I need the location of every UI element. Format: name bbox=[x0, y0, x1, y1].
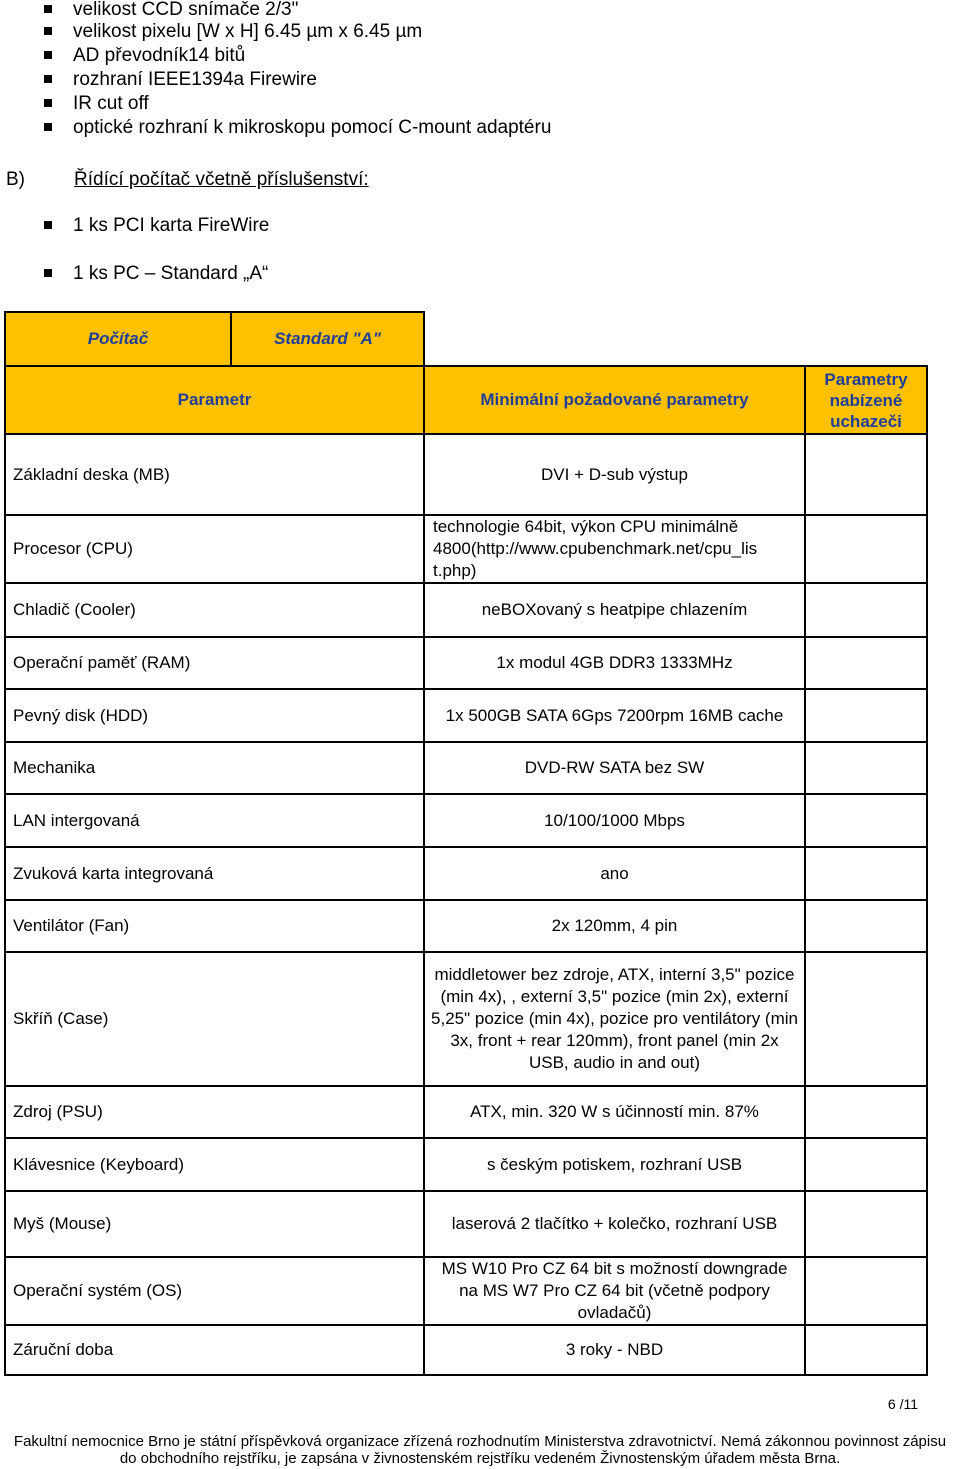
row-param: Základní deska (MB) bbox=[5, 434, 424, 515]
bullet-square-icon bbox=[44, 221, 52, 229]
page-number: 6 /11 bbox=[887, 1396, 918, 1412]
footer-line: Fakultní nemocnice Brno je státní příspěvková organizace zřízená rozhodnutím Ministerstva zdravotnictví. Nemá zákonnou povinnost zápisu bbox=[13, 1433, 947, 1450]
table-row bbox=[5, 742, 927, 794]
row-offered-cell[interactable] bbox=[805, 1325, 927, 1375]
row-offered-cell[interactable] bbox=[805, 794, 927, 847]
table-title-row bbox=[5, 312, 927, 366]
bullet-square-icon bbox=[44, 5, 52, 13]
row-value: 10/100/1000 Mbps bbox=[424, 794, 805, 847]
row-value: MS W10 Pro CZ 64 bit s možností downgrade na MS W7 Pro CZ 64 bit (včetně podpory ovladačů) bbox=[424, 1257, 805, 1325]
row-offered-cell[interactable] bbox=[805, 900, 927, 952]
table-row bbox=[5, 1257, 927, 1325]
row-param: Operační paměť (RAM) bbox=[5, 637, 424, 689]
row-offered-cell[interactable] bbox=[805, 952, 927, 1086]
row-param: Zdroj (PSU) bbox=[5, 1086, 424, 1138]
row-param: Klávesnice (Keyboard) bbox=[5, 1138, 424, 1191]
table-row bbox=[5, 794, 927, 847]
pc-spec-table bbox=[4, 311, 928, 1376]
row-param: Chladič (Cooler) bbox=[5, 583, 424, 637]
table-row bbox=[5, 952, 927, 1086]
section-label: B) bbox=[6, 169, 25, 190]
bullet-square-icon bbox=[44, 269, 52, 277]
row-param: Myš (Mouse) bbox=[5, 1191, 424, 1257]
table-row bbox=[5, 637, 927, 689]
header-offered: Parametry nabízené uchazeči bbox=[805, 366, 927, 434]
table-row bbox=[5, 1191, 927, 1257]
row-param: Zvuková karta integrovaná bbox=[5, 847, 424, 900]
row-value: neBOXovaný s heatpipe chlazením bbox=[424, 583, 805, 637]
row-value: middletower bez zdroje, ATX, interní 3,5" pozice (min 4x), , externí 3,5" pozice (min 2x), externí 5,25" pozice (min 4x), pozice pro ventilátory (min 3x, front + rear 120mm), front panel (min 2x USB, audio in and out) bbox=[424, 952, 805, 1086]
table-row bbox=[5, 434, 927, 515]
row-offered-cell[interactable] bbox=[805, 689, 927, 742]
row-value: DVI + D-sub výstup bbox=[424, 434, 805, 515]
row-offered-cell[interactable] bbox=[805, 1191, 927, 1257]
table-row bbox=[5, 689, 927, 742]
row-offered-cell[interactable] bbox=[805, 1086, 927, 1138]
table-row bbox=[5, 515, 927, 583]
table-row bbox=[5, 1325, 927, 1375]
section-b-heading bbox=[6, 169, 369, 191]
row-param: Ventilátor (Fan) bbox=[5, 900, 424, 952]
row-value: 1x 500GB SATA 6Gps 7200rpm 16MB cache bbox=[424, 689, 805, 742]
table-row bbox=[5, 847, 927, 900]
bullet-square-icon bbox=[44, 123, 52, 131]
bullet-square-icon bbox=[44, 51, 52, 59]
row-offered-cell[interactable] bbox=[805, 515, 927, 583]
row-param: LAN intergovaná bbox=[5, 794, 424, 847]
row-value: s českým potiskem, rozhraní USB bbox=[424, 1138, 805, 1191]
header-minimal: Minimální požadované parametry bbox=[424, 366, 805, 434]
footer-line: do obchodního rejstříku, je zapsána v živnostenském rejstříku vedeném Živnostenským úřadem města Brna. bbox=[119, 1450, 841, 1467]
row-value: 3 roky - NBD bbox=[424, 1325, 805, 1375]
table-title-right: Standard "A" bbox=[231, 312, 424, 366]
row-offered-cell[interactable] bbox=[805, 1138, 927, 1191]
row-offered-cell[interactable] bbox=[805, 847, 927, 900]
row-offered-cell[interactable] bbox=[805, 1257, 927, 1325]
row-value: DVD-RW SATA bez SW bbox=[424, 742, 805, 794]
row-value: 1x modul 4GB DDR3 1333MHz bbox=[424, 637, 805, 689]
row-value: ano bbox=[424, 847, 805, 900]
page-footer bbox=[0, 1433, 960, 1467]
table-row bbox=[5, 900, 927, 952]
row-param: Pevný disk (HDD) bbox=[5, 689, 424, 742]
bullet-square-icon bbox=[44, 75, 52, 83]
table-row bbox=[5, 1138, 927, 1191]
row-param: Mechanika bbox=[5, 742, 424, 794]
row-value: 2x 120mm, 4 pin bbox=[424, 900, 805, 952]
row-value: ATX, min. 320 W s účinností min. 87% bbox=[424, 1086, 805, 1138]
row-param: Skříň (Case) bbox=[5, 952, 424, 1086]
row-offered-cell[interactable] bbox=[805, 434, 927, 515]
row-offered-cell[interactable] bbox=[805, 583, 927, 637]
bullet-square-icon bbox=[44, 27, 52, 35]
bullet-square-icon bbox=[44, 99, 52, 107]
table-header-row bbox=[5, 366, 927, 434]
table-row bbox=[5, 1086, 927, 1138]
section-title: Řídící počítač včetně příslušenství: bbox=[74, 169, 369, 190]
header-parametr: Parametr bbox=[5, 366, 424, 434]
row-value: technologie 64bit, výkon CPU minimálně 4800(http://www.cpubenchmark.net/cpu_lis t.php) bbox=[424, 515, 805, 583]
table-row bbox=[5, 583, 927, 637]
row-offered-cell[interactable] bbox=[805, 742, 927, 794]
row-offered-cell[interactable] bbox=[805, 637, 927, 689]
row-param: Operační systém (OS) bbox=[5, 1257, 424, 1325]
table-title-left: Počítač bbox=[5, 312, 231, 366]
row-value: laserová 2 tlačítko + kolečko, rozhraní USB bbox=[424, 1191, 805, 1257]
row-param: Procesor (CPU) bbox=[5, 515, 424, 583]
row-param: Záruční doba bbox=[5, 1325, 424, 1375]
